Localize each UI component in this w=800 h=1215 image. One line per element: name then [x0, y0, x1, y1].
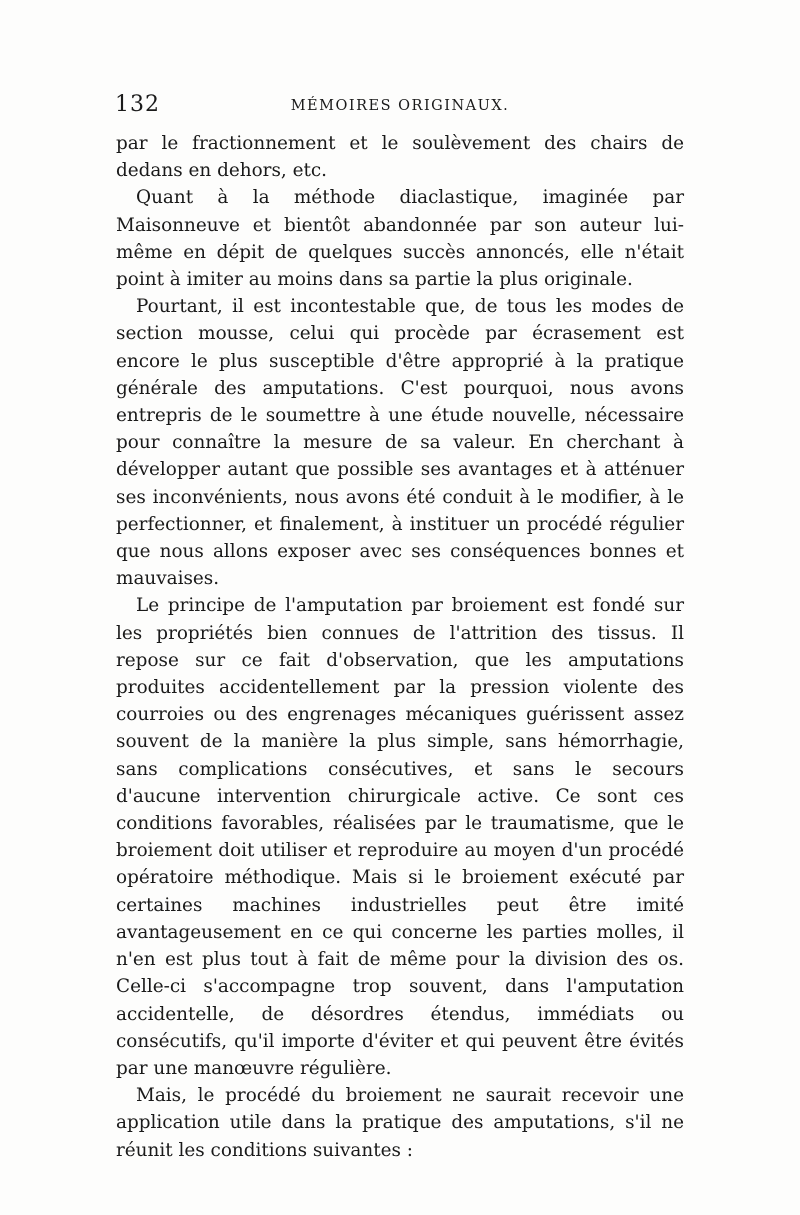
- running-title: MÉMOIRES ORIGINAUX.: [290, 98, 510, 114]
- paragraph-crushing-section: Pourtant, il est incontestable que, de tous les modes de section mousse, celui qui procède par écrasement est encore le plus susceptible d'être approprié à la pratique générale des amputations. C'est pourquoi, nous avons entrepris de le soumettre à une étude nouvelle, nécessaire pour connaître la mesure de sa valeur. En cherchant à développer autant que possible ses avantages et à atténuer ses inconvénients, nous avons été conduit à le modifier, à le perfectionner, et finalement, à instituer un procédé régulier que nous allons exposer avec ses conséquences bonnes et mauvaises.: [116, 296, 684, 590]
- paragraph-crushing-principle: Le principe de l'amputation par broiement est fondé sur les propriétés bien connues de l'attrition des tissus. Il repose sur ce fait d'observation, que les amputations produites accidentellement par la pression violente des courroies ou des engrenages mécaniques guérissent assez souvent de la manière la plus simple, sans hémorrhagie, sans complications consécutives, et sans le secours d'aucune intervention chirurgicale active. Ce sont ces conditions favorables, réalisées par le traumatisme, que le broiement doit utiliser et reproduire au moyen d'un procédé opératoire méthodique. Mais si le broiement exécuté par certaines machines industrielles peut être imité avantageusement en ce qui concerne les parties molles, il n'en est plus tout à fait de même pour la division des os. Celle-ci s'accompagne trop souvent, dans l'amputation accidentelle, de désordres étendus, immédiats ou consécutifs, qu'il importe d'éviter et qui peuvent être évités par une manœuvre régulière.: [116, 595, 684, 1079]
- paragraph-continuation: par le fractionnement et le soulèvement des chairs de dedans en dehors, etc.: [116, 133, 684, 182]
- paragraph-diaclastic-method: Quant à la méthode diaclastique, imaginée par Maisonneuve et bientôt abandonnée par son auteur lui-même en dépit de quelques succès annoncés, elle n'était point à imiter au moins dans sa partie la plus originale.: [116, 187, 684, 291]
- running-head: [115, 92, 685, 122]
- body-text: [116, 130, 684, 1164]
- page-number: 132: [115, 92, 160, 117]
- paragraph-conditions: Mais, le procédé du broiement ne saurait recevoir une application utile dans la pratique des amputations, s'il ne réunit les conditions suivantes :: [116, 1085, 684, 1161]
